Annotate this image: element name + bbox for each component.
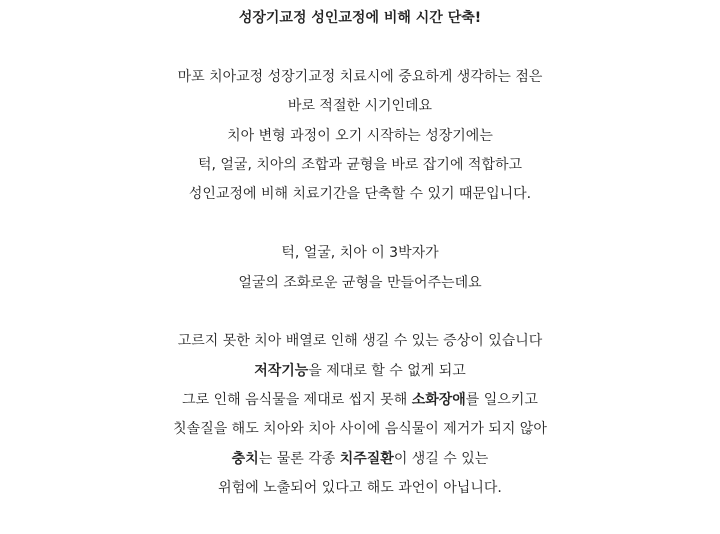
text-segment: 을 제대로 할 수 없게 되고 — [308, 362, 466, 379]
paragraph1-line3: 치아 변형 과정이 오기 시작하는 성장기에는 — [227, 127, 493, 144]
spacer — [0, 210, 720, 239]
paragraph3-line2 — [0, 357, 720, 386]
paragraph1-line5: 성인교정에 비해 치료기간을 단축할 수 있기 때문입니다. — [188, 186, 532, 203]
paragraph1-line1: 마포 치아교정 성장기교정 치료시에 중요하게 생각하는 점은 — [177, 68, 543, 85]
spacer — [0, 33, 720, 62]
text-segment: 를 일으키고 — [465, 392, 538, 409]
paragraph3-line4: 칫솔질을 해도 치아와 치아 사이에 음식물이 제거가 되지 않아 — [173, 421, 547, 438]
text-segment: 그로 인해 음식물을 제대로 씹지 못해 — [182, 392, 412, 409]
text-segment: 이 생길 수 있는 — [393, 450, 489, 467]
paragraph3-line6: 위험에 노출되어 있다고 해도 과언이 아닙니다. — [218, 480, 502, 497]
paragraph2-line2: 얼굴의 조화로운 균형을 만들어주는데요 — [238, 274, 482, 291]
bold-term-periodontal-disease: 치주질환 — [339, 450, 394, 467]
text-segment: 는 물론 각종 — [258, 450, 340, 467]
paragraph1-line2: 바로 적절한 시기인데요 — [287, 98, 433, 115]
paragraph3-line3 — [0, 386, 720, 415]
bold-term-digestive-disorder: 소화장애 — [411, 392, 466, 409]
paragraph3-line1: 고르지 못한 치아 배열로 인해 생길 수 있는 증상이 있습니다 — [177, 333, 543, 350]
bold-term-chewing-function: 저작기능 — [254, 362, 309, 379]
paragraph1-line4: 턱, 얼굴, 치아의 조합과 균형을 바로 잡기에 적합하고 — [197, 156, 523, 173]
spacer — [0, 298, 720, 327]
bold-term-cavities: 충치 — [231, 450, 259, 467]
paragraph2-line1: 턱, 얼굴, 치아 이 3박자가 — [281, 245, 439, 262]
post-title: 성장기교정 성인교정에 비해 시간 단축! — [238, 10, 482, 26]
paragraph3-line5 — [0, 445, 720, 474]
